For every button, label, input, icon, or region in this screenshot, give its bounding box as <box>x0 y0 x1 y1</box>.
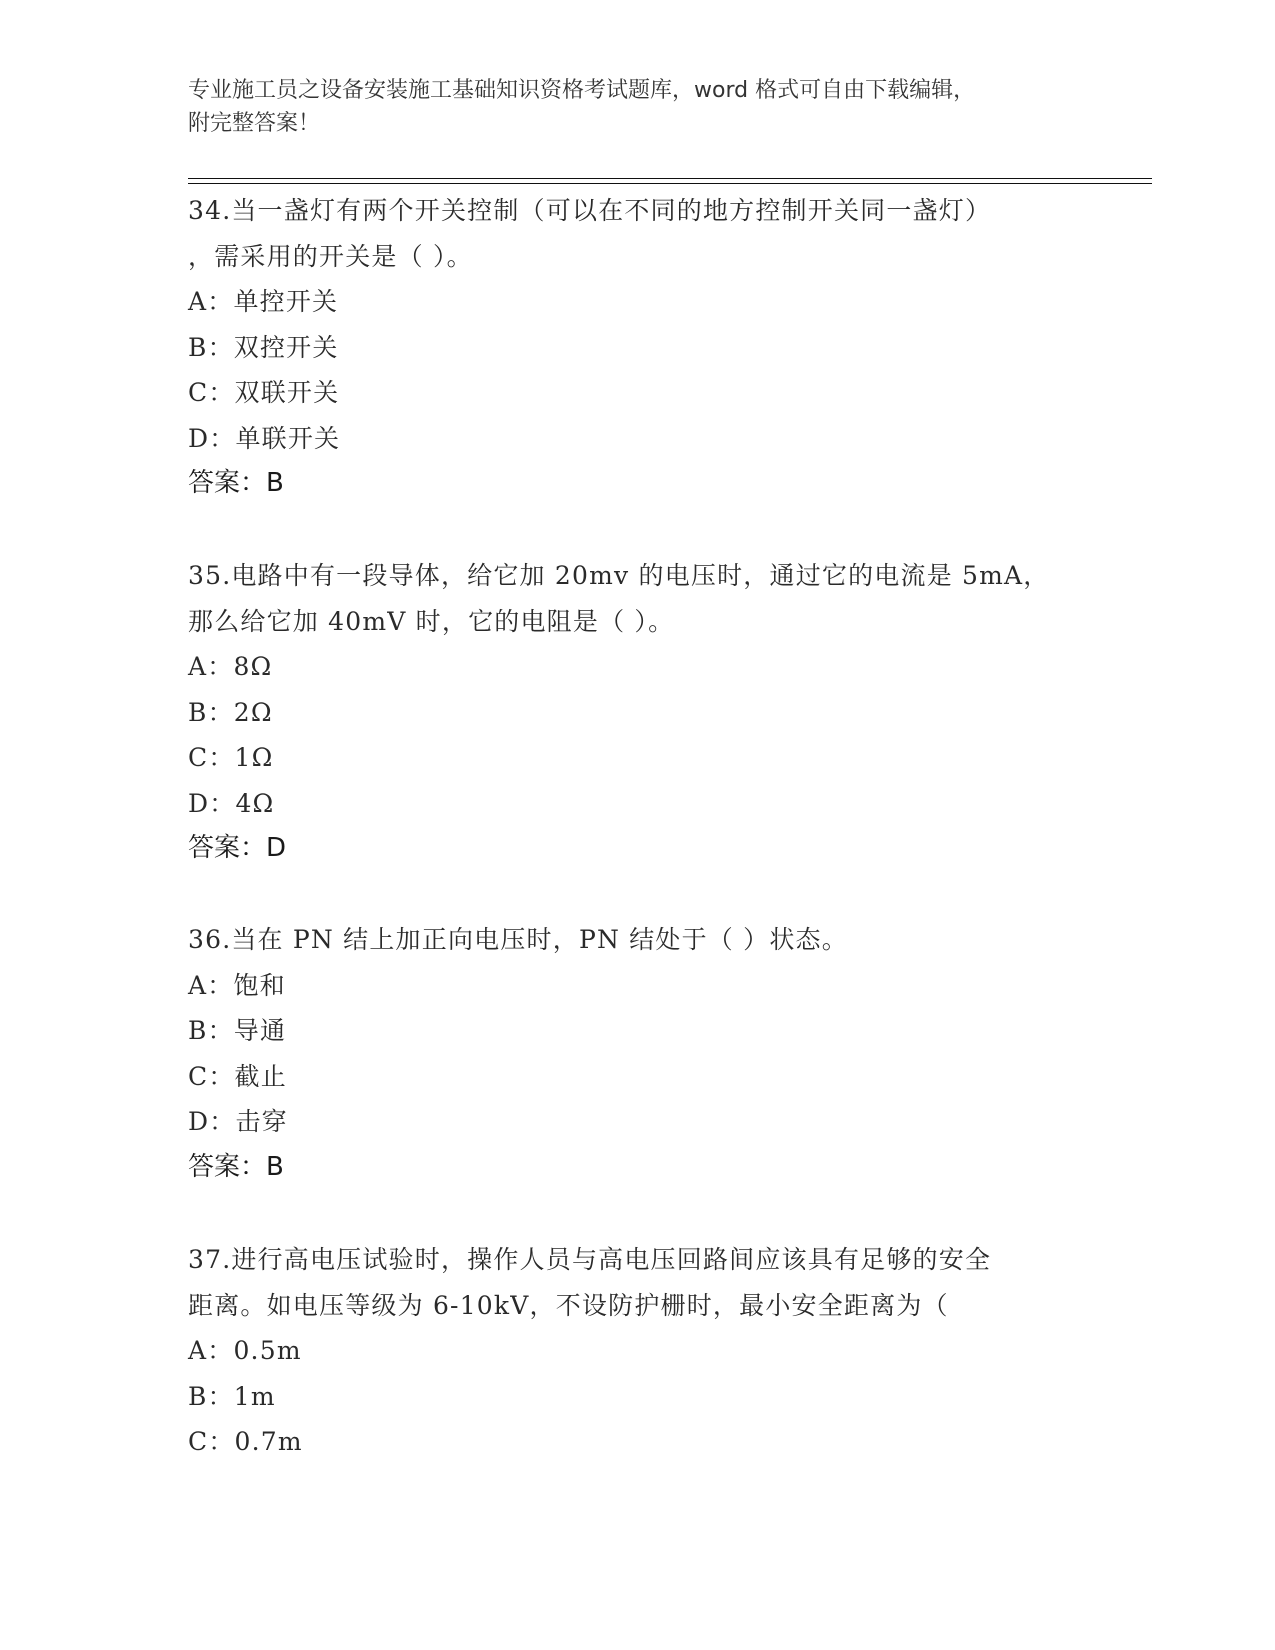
option-d: D：单联开关 <box>188 423 341 453</box>
header-line-2: 附完整答案！ <box>188 111 321 136</box>
document-header <box>188 74 1088 140</box>
option-a: A：0.5m <box>188 1336 302 1365</box>
question-stem-line: ，需采用的开关是（ ）。 <box>188 241 473 271</box>
option-b: B：1m <box>188 1381 276 1411</box>
question-35 <box>188 553 1152 872</box>
header-divider-bottom <box>188 183 1152 184</box>
option-b: B：双控开关 <box>188 332 339 362</box>
option-c: C：截止 <box>188 1061 287 1091</box>
option-c: C：0.7m <box>188 1427 303 1456</box>
question-stem-line: 那么给它加 40mV 时，它的电阻是（ ）。 <box>188 606 675 636</box>
question-stem-line: 34.当一盏灯有两个开关控制（可以在不同的地方控制开关同一盏灯） <box>188 196 992 225</box>
question-stem-line: 距离。如电压等级为 6-10kV，不设防护栅时，最小安全距离为（ <box>188 1290 949 1320</box>
answer-line: 答案：D <box>188 833 287 863</box>
option-b: B：导通 <box>188 1016 287 1045</box>
question-37 <box>188 1237 1152 1465</box>
question-36 <box>188 917 1152 1190</box>
option-d: D：击穿 <box>188 1107 288 1136</box>
answer-line: 答案：B <box>188 1151 284 1182</box>
answer-line: 答案：B <box>188 468 284 498</box>
question-stem-line: 36.当在 PN 结上加正向电压时，PN 结处于（ ）状态。 <box>188 925 848 954</box>
option-a: A：8Ω <box>188 652 273 681</box>
question-stem-line: 37.进行高电压试验时，操作人员与高电压回路间应该具有足够的安全 <box>188 1245 992 1274</box>
header-divider-top <box>188 178 1152 179</box>
option-b: B：2Ω <box>188 697 273 727</box>
option-a: A：单控开关 <box>188 287 339 316</box>
option-c: C：1Ω <box>188 743 274 772</box>
header-line-1: 专业施工员之设备安装施工基础知识资格考试题库，word 格式可自由下载编辑， <box>188 78 976 103</box>
question-stem-line: 35.电路中有一段导体，给它加 20mv 的电压时，通过它的电流是 5mA， <box>188 561 1050 590</box>
option-c: C：双联开关 <box>188 378 340 407</box>
option-a: A：饱和 <box>188 970 286 1000</box>
option-d: D：4Ω <box>188 788 275 818</box>
question-34 <box>188 188 1152 507</box>
